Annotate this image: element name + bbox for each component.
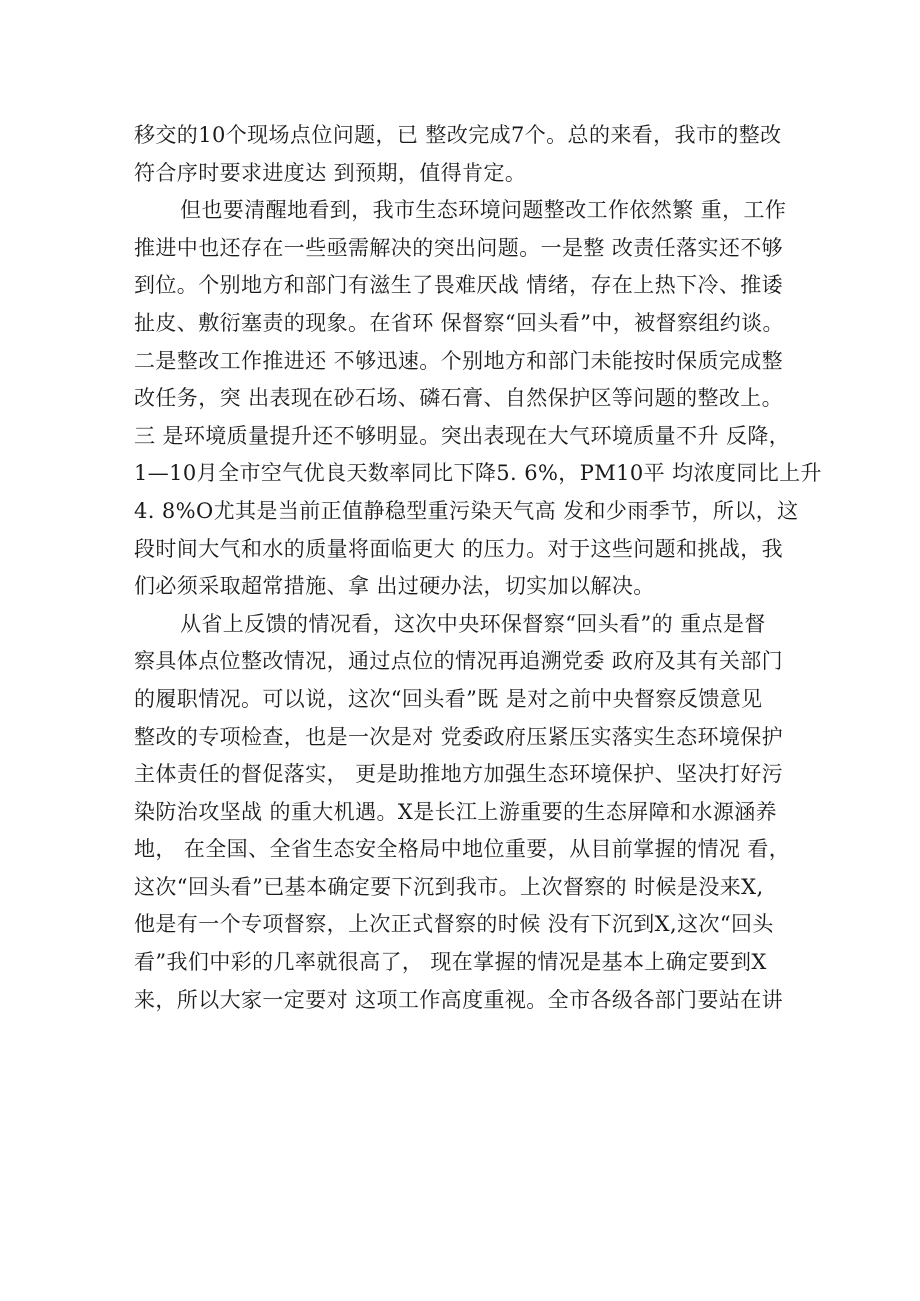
text-line: 整改的专项检查，也是一次是对 党委政府压紧压实落实生态环境保护 <box>134 724 784 749</box>
body-text <box>134 117 822 1019</box>
text-line: 他是有一个专项督察，上次正式督察的时候 没有下沉到X,这次“回头 <box>134 912 774 937</box>
text-line: 这次“回头看”已基本确定要下沉到我市。上次督察的 时候是没来X, <box>134 874 764 899</box>
text-line: 到位。个别地方和部门有滋生了畏难厌战 情绪，存在上热下冷、推诿 <box>134 273 784 298</box>
text-line: 二是整改工作推进还 不够迅速。个别地方和部门未能按时保质完成整 <box>134 348 784 373</box>
text-line: 段时间大气和水的质量将面临更大 的压力。对于这些问题和挑战，我 <box>134 536 784 561</box>
text-line: 推进中也还存在一些亟需解决的突出问题。一是整 改责任落实还不够 <box>134 235 784 260</box>
text-line: 符合序时要求进度达 到预期，值得肯定。 <box>134 160 527 185</box>
text-line: 察具体点位整改情况，通过点位的情况再追溯党委 政府及其有关部门 <box>134 649 784 674</box>
text-line: 地， 在全国、全省生态安全格局中地位重要，从目前掌握的情况 看， <box>134 837 791 862</box>
text-line: 改任务，突 出表现在砂石场、磷石膏、自然保护区等问题的整改上。 <box>134 386 784 411</box>
text-line: 的履职情况。可以说，这次“回头看”既 是对之前中央督察反馈意见 <box>134 686 763 711</box>
paragraph-first-line: 但也要清醒地看到，我市生态环境问题整改工作依然繁 重，工作 <box>180 198 787 223</box>
text-line: 们必须采取超常措施、拿 出过硬办法，切实加以解决。 <box>134 574 655 599</box>
text-line: 4. 8%O尤其是当前正值静稳型重污染天气高 发和少雨季节，所以，这 <box>134 498 799 523</box>
text-line: 染防治攻坚战 的重大机遇。X是长江上游重要的生态屏障和水源涵养 <box>134 799 778 824</box>
text-line: 1—10月全市空气优良天数率同比下降5. 6%，PM10平 均浓度同比上升 <box>134 461 822 486</box>
text-line: 三 是环境质量提升还不够明显。突出表现在大气环境质量不升 反降， <box>134 423 791 448</box>
paragraph-first-line: 从省上反馈的情况看，这次中央环保督察“回头看”的 重点是督 <box>180 611 766 636</box>
text-line: 主体责任的督促落实， 更是助推地方加强生态环境保护、坚决打好污 <box>134 762 784 787</box>
text-line: 扯皮、敷衍塞责的现象。在省环 保督察“回头看”中，被督察组约谈。 <box>134 310 784 335</box>
text-line: 移交的10个现场点位问题，已 整改完成7个。总的来看，我市的整改 <box>134 123 782 147</box>
text-line: 来，所以大家一定要对 这项工作高度重视。全市各级各部门要站在讲 <box>134 987 784 1012</box>
text-line: 看”我们中彩的几率就很高了， 现在掌握的情况是基本上确定要到X <box>134 950 767 975</box>
